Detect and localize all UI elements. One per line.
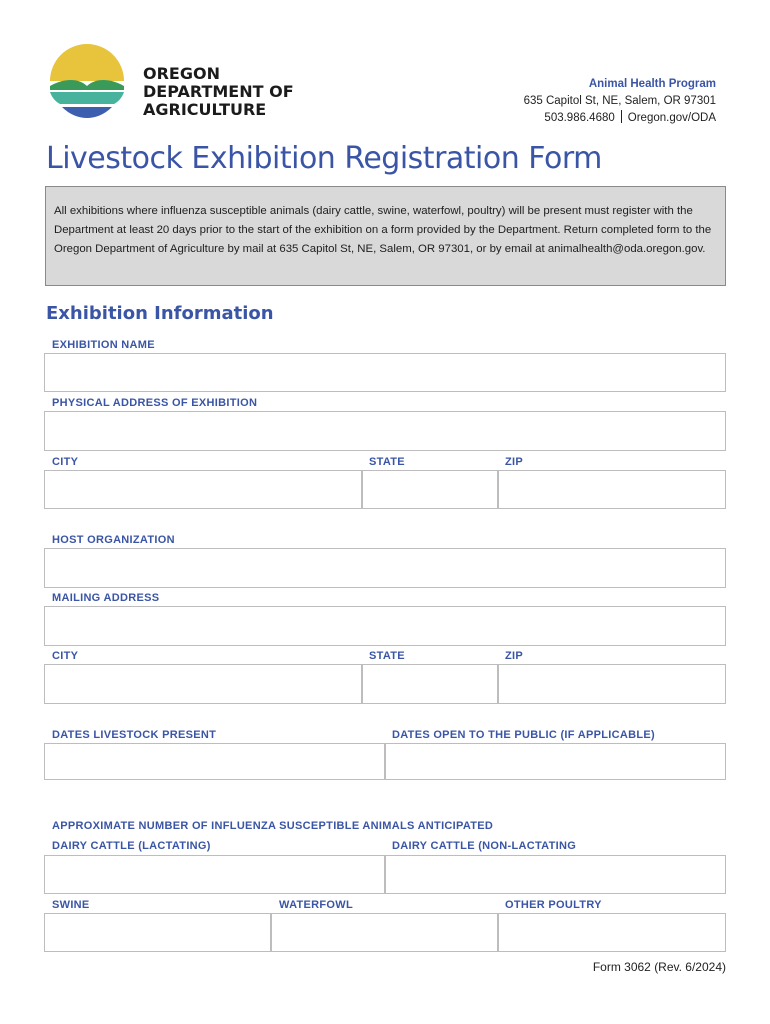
- mailing-city-field[interactable]: [44, 664, 362, 704]
- waterfowl-label: WATERFOWL: [279, 899, 353, 911]
- mailing-zip-label: ZIP: [505, 650, 524, 662]
- physical-address-label: PHYSICAL ADDRESS OF EXHIBITION: [52, 397, 258, 409]
- zip-label: ZIP: [505, 456, 524, 468]
- separator: [621, 110, 622, 123]
- org-name-line1: OREGON: [143, 64, 220, 83]
- mailing-state-field[interactable]: [362, 664, 498, 704]
- website-link[interactable]: Oregon.gov/ODA: [627, 112, 716, 124]
- other-poultry-label: OTHER POULTRY: [505, 899, 602, 911]
- mailing-address-field[interactable]: [44, 606, 726, 646]
- city-label: CITY: [52, 456, 79, 468]
- mailing-state-label: STATE: [369, 650, 405, 662]
- mailing-city-label: CITY: [52, 650, 79, 662]
- org-name-line3: AGRICULTURE: [143, 100, 267, 119]
- contact-block: [524, 76, 716, 127]
- dairy-non-lactating-field[interactable]: [385, 855, 726, 894]
- state-field[interactable]: [362, 470, 498, 509]
- dairy-non-lactating-label: DAIRY CATTLE (NON-LACTATING: [392, 840, 577, 852]
- mailing-address-label: MAILING ADDRESS: [52, 592, 160, 604]
- city-field[interactable]: [44, 470, 362, 509]
- page-title: Livestock Exhibition Registration Form: [46, 141, 602, 176]
- mailing-address-text: 635 Capitol St, NE, Salem, OR 97301: [523, 95, 716, 107]
- swine-label: SWINE: [52, 899, 90, 911]
- phone-number: 503.986.4680: [544, 112, 615, 124]
- form-number: Form 3062 (Rev. 6/2024): [592, 960, 726, 974]
- dates-public-label: DATES OPEN TO THE PUBLIC (IF APPLICABLE): [392, 729, 655, 741]
- state-label: STATE: [369, 456, 405, 468]
- waterfowl-field[interactable]: [271, 913, 498, 952]
- notice-box: All exhibitions where influenza susceptible animals (dairy cattle, swine, waterfowl, poultry) will be present must register with the Department at least 20 days prior to the start of the exhibition on a form provided by the Department. Return completed form to the Oregon Department of Agriculture by mail at 635 Capitol St, NE, Salem, OR 97301, or by email at animalhealth@oda.oregon.gov.: [45, 186, 726, 286]
- program-name: Animal Health Program: [588, 78, 716, 90]
- swine-field[interactable]: [44, 913, 271, 952]
- dates-livestock-label: DATES LIVESTOCK PRESENT: [52, 729, 217, 741]
- mailing-zip-field[interactable]: [498, 664, 726, 704]
- org-name: [143, 65, 294, 119]
- exhibition-name-field[interactable]: [44, 353, 726, 392]
- dairy-lactating-field[interactable]: [44, 855, 385, 894]
- physical-address-field[interactable]: [44, 411, 726, 451]
- host-organization-field[interactable]: [44, 548, 726, 588]
- oda-logo-icon: [46, 40, 128, 120]
- approx-number-heading: APPROXIMATE NUMBER OF INFLUENZA SUSCEPTIBLE ANIMALS ANTICIPATED: [52, 820, 494, 832]
- section-title: Exhibition Information: [46, 303, 274, 324]
- exhibition-name-label: EXHIBITION NAME: [52, 339, 155, 351]
- dates-public-field[interactable]: [385, 743, 726, 780]
- phone-website-line: [524, 110, 716, 127]
- other-poultry-field[interactable]: [498, 913, 726, 952]
- dairy-lactating-label: DAIRY CATTLE (LACTATING): [52, 840, 211, 852]
- dates-livestock-field[interactable]: [44, 743, 385, 780]
- host-organization-label: HOST ORGANIZATION: [52, 534, 175, 546]
- zip-field[interactable]: [498, 470, 726, 509]
- org-name-line2: DEPARTMENT OF: [143, 82, 294, 101]
